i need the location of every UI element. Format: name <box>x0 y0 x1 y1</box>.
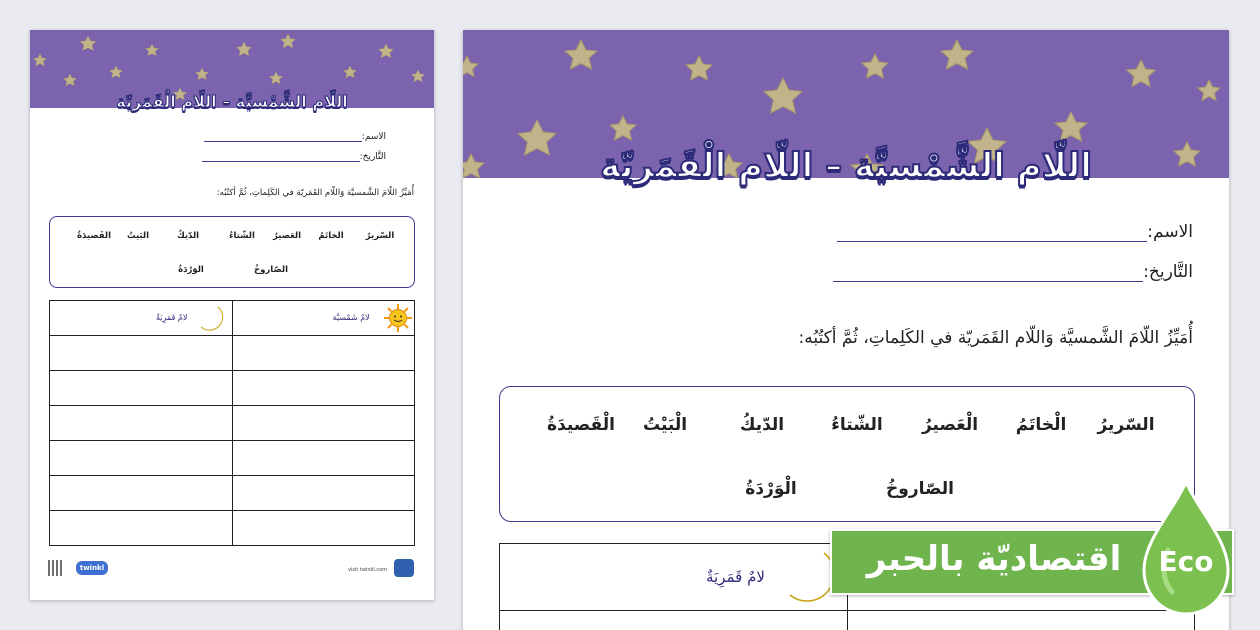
sorting-table <box>49 300 415 546</box>
sun-column-header <box>232 301 415 336</box>
word-item: الدّيكُ <box>739 415 785 435</box>
name-field[interactable] <box>837 222 1193 242</box>
table-cell[interactable] <box>232 476 415 511</box>
word-item: الْخاتَمُ <box>1015 415 1067 435</box>
eco-ink-text: اقتصاديّة بالحبر <box>866 539 1122 579</box>
date-label: التَّاريخ: <box>359 152 386 162</box>
twinkl-logo: twinkl <box>76 561 108 575</box>
date-label: التَّاريخ: <box>1143 262 1193 282</box>
moon-column-header <box>500 544 848 611</box>
table-cell[interactable] <box>500 611 848 630</box>
worksheet-thumbnail[interactable] <box>30 30 434 600</box>
moon-column-label: لامٌ قَمَرِيَةٌ <box>706 568 765 586</box>
footer-url: visit twinkl.com <box>348 567 388 573</box>
name-field[interactable] <box>204 132 386 142</box>
date-line[interactable] <box>833 264 1143 282</box>
word-item: الدّيكُ <box>176 231 200 241</box>
table-cell[interactable] <box>50 476 233 511</box>
word-item: الصّاروخُ <box>254 265 288 275</box>
qr-code-icon <box>48 560 64 576</box>
word-item: الْوَرْدَةُ <box>745 479 797 499</box>
word-bank <box>49 216 415 288</box>
worksheet-title: اللّام الشَّمْسيَّة – اللّام الْقَمَريّة <box>116 92 348 111</box>
word-item: الْبَيْتُ <box>642 415 688 435</box>
word-item: الشّتاءُ <box>229 231 255 241</box>
word-item: الخاتَمُ <box>318 231 344 241</box>
word-item: البَيتُ <box>126 231 150 241</box>
word-item: السّريرُ <box>1097 415 1155 435</box>
sun-icon <box>383 303 413 333</box>
word-item: القَصيدَةُ <box>77 231 111 241</box>
table-cell[interactable] <box>232 441 415 476</box>
word-item: الصّاروخُ <box>886 479 954 499</box>
word-bank <box>499 386 1195 522</box>
instruction-text: أُمَيِّزُ اللّامَ الشَّمسيَّة وَاللّام القَمَريّة في الكَلِماتِ، ثُمَّ أكتُبُه: <box>798 328 1193 348</box>
moon-column-label: لامٌ قَمَرِيَةٌ <box>156 313 188 322</box>
name-label: الاسم: <box>361 132 386 142</box>
eco-label: Eco <box>1158 545 1214 578</box>
table-cell[interactable] <box>50 511 233 546</box>
crescent-moon-icon <box>198 305 228 333</box>
date-field[interactable] <box>202 152 386 162</box>
moon-column-header <box>50 301 233 336</box>
word-item: الشّتاءُ <box>831 415 883 435</box>
instruction-text: أُمَيِّزُ اللّامَ الشَّمسيَّة وَاللّام القَمَريّة في الكَلِماتِ، ثُمَّ أكتُبُه: <box>216 188 414 198</box>
table-cell[interactable] <box>232 371 415 406</box>
table-cell[interactable] <box>232 336 415 371</box>
table-cell[interactable] <box>232 406 415 441</box>
table-cell[interactable] <box>50 371 233 406</box>
date-field[interactable] <box>833 262 1193 282</box>
sun-column-label: لامٌ شَمْسيَّة <box>332 313 370 322</box>
word-item: الْعَصيرُ <box>921 415 979 435</box>
word-item: السّريرُ <box>365 231 395 241</box>
word-item: العَصيرُ <box>272 231 302 241</box>
date-line[interactable] <box>202 152 360 162</box>
table-cell[interactable] <box>50 336 233 371</box>
name-line[interactable] <box>204 132 362 142</box>
word-item: الْقَصيدَةُ <box>547 415 615 435</box>
worksheet-title: اللّام الشَّمْسيَّة – اللّام الْقَمَريّة <box>600 146 1092 186</box>
name-label: الاسم: <box>1147 222 1193 242</box>
table-cell[interactable] <box>50 406 233 441</box>
table-cell[interactable] <box>50 441 233 476</box>
table-cell[interactable] <box>232 511 415 546</box>
name-line[interactable] <box>837 224 1147 242</box>
partner-logo-icon <box>394 559 414 577</box>
word-item: الوَرْدَةُ <box>178 265 204 275</box>
